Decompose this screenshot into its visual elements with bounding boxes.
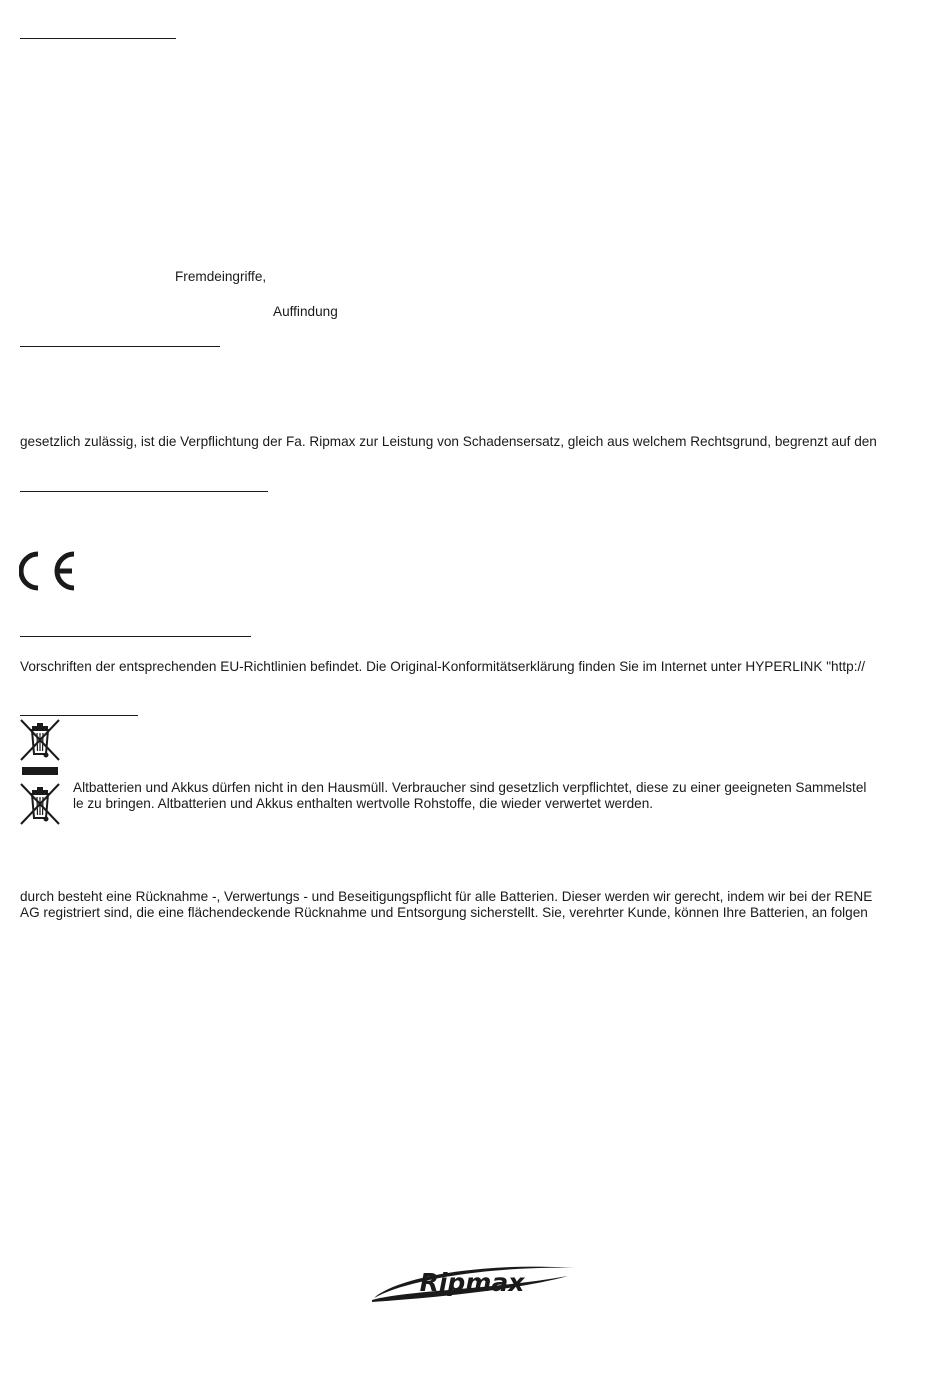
reneg-text-line-1: durch besteht eine Rücknahme -, Verwertungs - und Beseitigungspflicht für alle Batterien. Dieser werden wir gerecht, indem wir bei der RENE <box>20 889 873 904</box>
section-rule-3 <box>20 491 268 492</box>
weee-bin-icon <box>19 782 61 826</box>
fremdeingriffe-text: Fremdeingriffe, <box>175 269 267 284</box>
section-rule-2 <box>20 346 220 347</box>
reneg-text-line-2: AG registriert sind, die eine flächendeckende Rücknahme und Entsorgung sicherstellt. Sie, verehrter Kunde, können Ihre Batterien, an folgen <box>20 905 868 920</box>
battery-text-line-2: le zu bringen. Altbatterien und Akkus enthalten wertvolle Rohstoffe, die wieder verwertet werden. <box>73 796 654 811</box>
battery-text-line-1: Altbatterien und Akkus dürfen nicht in den Hausmüll. Verbraucher sind gesetzlich verpflichtet, diese zu einer geeigneten Sammelstel <box>73 780 867 795</box>
weee-bin-icon <box>19 718 61 762</box>
section-rule-5 <box>20 715 138 716</box>
ripmax-logo-text: Ripmax <box>419 1268 525 1297</box>
auffindung-text: Auffindung <box>273 304 338 319</box>
ce-mark-icon <box>19 551 77 591</box>
liability-text: gesetzlich zulässig, ist die Verpflichtung der Fa. Ripmax zur Leistung von Schadensersatz, gleich aus welchem Rechtsgrund, begrenzt auf den <box>20 434 877 449</box>
weee-bar-icon <box>22 767 58 775</box>
section-rule-4 <box>20 636 251 637</box>
conformity-text: Vorschriften der entsprechenden EU-Richtlinien befindet. Die Original-Konformitätserklärung finden Sie im Internet unter HYPERLINK "http:// <box>20 659 866 674</box>
section-rule-1 <box>20 38 176 39</box>
ripmax-logo <box>368 1260 578 1304</box>
